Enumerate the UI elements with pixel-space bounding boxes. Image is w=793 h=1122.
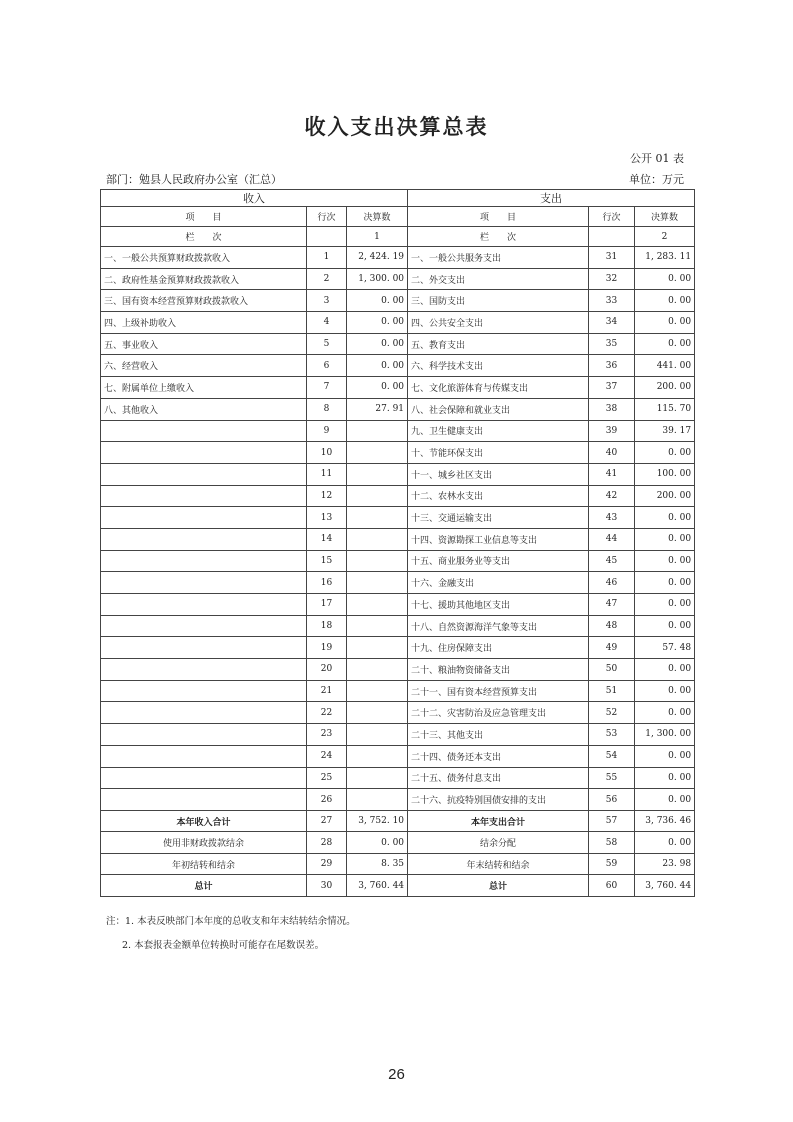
- expense-item-cell: 二十二、灾害防治及应急管理支出: [408, 702, 589, 724]
- income-line-cell: 13: [307, 507, 347, 529]
- table-row: [101, 398, 695, 420]
- table-row: [101, 247, 695, 269]
- income-amount-cell: [347, 572, 408, 594]
- expense-line-cell: 46: [589, 572, 635, 594]
- income-item-cell: 八、其他收入: [101, 398, 307, 420]
- expense-item-cell: 十三、交通运输支出: [408, 507, 589, 529]
- department-label: 部门：勉县人民政府办公室（汇总）: [106, 173, 282, 186]
- expense-lanci-label: 栏 次: [408, 227, 589, 247]
- table-row: [101, 702, 695, 724]
- empty-cell: [307, 227, 347, 247]
- expense-line-cell: 34: [589, 312, 635, 334]
- income-total-amount: 0. 00: [347, 832, 408, 854]
- income-line-cell: 7: [307, 377, 347, 399]
- income-line-header: 行次: [307, 207, 347, 227]
- expense-amount-cell: 0. 00: [635, 333, 695, 355]
- income-line-cell: 1: [307, 247, 347, 269]
- expense-line-cell: 40: [589, 442, 635, 464]
- expense-line-cell: 32: [589, 268, 635, 290]
- expense-item-cell: 一、一般公共服务支出: [408, 247, 589, 269]
- income-item-cell: [101, 420, 307, 442]
- expense-item-cell: 二十六、抗疫特别国债安排的支出: [408, 789, 589, 811]
- income-amount-cell: 2, 424. 19: [347, 247, 408, 269]
- income-item-cell: 二、政府性基金预算财政拨款收入: [101, 268, 307, 290]
- expense-item-cell: 十一、城乡社区支出: [408, 463, 589, 485]
- income-total-amount: 3, 760. 44: [347, 875, 408, 897]
- income-item-cell: [101, 463, 307, 485]
- expense-line-cell: 54: [589, 745, 635, 767]
- expense-amount-cell: 0. 00: [635, 442, 695, 464]
- expense-total-amount: 23. 98: [635, 853, 695, 875]
- income-item-cell: 一、一般公共预算财政拨款收入: [101, 247, 307, 269]
- form-number: 公开 01 表: [630, 152, 684, 165]
- income-amount-cell: [347, 680, 408, 702]
- income-amount-cell: [347, 507, 408, 529]
- expense-line-cell: 42: [589, 485, 635, 507]
- income-item-cell: [101, 637, 307, 659]
- income-line-cell: 26: [307, 789, 347, 811]
- income-total-amount: 3, 752. 10: [347, 810, 408, 832]
- income-amount-cell: [347, 594, 408, 616]
- income-line-cell: 28: [307, 832, 347, 854]
- total-row: [101, 832, 695, 854]
- expense-amount-cell: 0. 00: [635, 659, 695, 681]
- expense-amount-cell: 0. 00: [635, 507, 695, 529]
- expense-line-cell: 51: [589, 680, 635, 702]
- table-row: [101, 420, 695, 442]
- table-row: [101, 615, 695, 637]
- table-row: [101, 355, 695, 377]
- income-amount-cell: [347, 528, 408, 550]
- expense-section-header: 支出: [408, 190, 695, 207]
- income-amount-cell: 0. 00: [347, 312, 408, 334]
- income-section-header: 收入: [101, 190, 408, 207]
- expense-column-index: 2: [635, 227, 695, 247]
- expense-line-cell: 38: [589, 398, 635, 420]
- expense-amount-cell: 0. 00: [635, 268, 695, 290]
- income-item-cell: [101, 507, 307, 529]
- expense-amount-header: 决算数: [635, 207, 695, 227]
- expense-line-cell: 60: [589, 875, 635, 897]
- income-total-label: 使用非财政拨款结余: [101, 832, 307, 854]
- income-amount-cell: [347, 637, 408, 659]
- income-total-amount: 8. 35: [347, 853, 408, 875]
- table-row: [101, 724, 695, 746]
- income-amount-cell: 0. 00: [347, 290, 408, 312]
- expense-line-cell: 35: [589, 333, 635, 355]
- expense-line-cell: 47: [589, 594, 635, 616]
- income-line-cell: 14: [307, 528, 347, 550]
- income-amount-cell: [347, 615, 408, 637]
- expense-item-cell: 十八、自然资源海洋气象等支出: [408, 615, 589, 637]
- expense-amount-cell: 39. 17: [635, 420, 695, 442]
- expense-line-header: 行次: [589, 207, 635, 227]
- expense-amount-cell: 0. 00: [635, 550, 695, 572]
- expense-amount-cell: 441. 00: [635, 355, 695, 377]
- expense-line-cell: 43: [589, 507, 635, 529]
- income-amount-cell: [347, 550, 408, 572]
- income-line-cell: 29: [307, 853, 347, 875]
- income-item-cell: [101, 528, 307, 550]
- total-row: [101, 810, 695, 832]
- income-line-cell: 24: [307, 745, 347, 767]
- income-amount-cell: 1, 300. 00: [347, 268, 408, 290]
- income-line-cell: 16: [307, 572, 347, 594]
- expense-line-cell: 53: [589, 724, 635, 746]
- note-1: 注：1. 本表反映部门本年度的总收支和年末结转结余情况。: [106, 916, 356, 927]
- income-amount-cell: [347, 745, 408, 767]
- expense-item-cell: 十六、金融支出: [408, 572, 589, 594]
- table-row: [101, 268, 695, 290]
- expense-line-cell: 39: [589, 420, 635, 442]
- expense-line-cell: 50: [589, 659, 635, 681]
- table-row: [101, 789, 695, 811]
- table-row: [101, 442, 695, 464]
- income-line-cell: 4: [307, 312, 347, 334]
- column-index-row: [101, 227, 695, 247]
- income-amount-cell: [347, 420, 408, 442]
- income-item-cell: [101, 659, 307, 681]
- income-total-label: 年初结转和结余: [101, 853, 307, 875]
- income-amount-cell: [347, 659, 408, 681]
- notes: [106, 910, 356, 958]
- table-row: [101, 637, 695, 659]
- income-item-cell: 五、事业收入: [101, 333, 307, 355]
- unit-label: 单位：万元: [629, 173, 684, 186]
- expense-line-cell: 57: [589, 810, 635, 832]
- income-item-cell: [101, 767, 307, 789]
- total-row: [101, 853, 695, 875]
- income-line-cell: 12: [307, 485, 347, 507]
- expense-amount-cell: 0. 00: [635, 528, 695, 550]
- page-title: 收入支出决算总表: [304, 114, 489, 139]
- section-header-row: [101, 190, 695, 207]
- expense-item-cell: 十二、农林水支出: [408, 485, 589, 507]
- table-row: [101, 550, 695, 572]
- income-item-cell: [101, 442, 307, 464]
- expense-item-cell: 三、国防支出: [408, 290, 589, 312]
- income-item-cell: 六、经营收入: [101, 355, 307, 377]
- expense-amount-cell: 1, 300. 00: [635, 724, 695, 746]
- income-amount-cell: [347, 702, 408, 724]
- income-amount-cell: [347, 767, 408, 789]
- income-item-cell: [101, 594, 307, 616]
- expense-item-cell: 八、社会保障和就业支出: [408, 398, 589, 420]
- expense-amount-cell: 57. 48: [635, 637, 695, 659]
- table-row: [101, 745, 695, 767]
- income-item-cell: [101, 572, 307, 594]
- income-amount-cell: [347, 463, 408, 485]
- income-expense-table: [100, 189, 695, 897]
- expense-line-cell: 59: [589, 853, 635, 875]
- income-item-cell: [101, 702, 307, 724]
- income-line-cell: 9: [307, 420, 347, 442]
- income-amount-cell: 0. 00: [347, 333, 408, 355]
- table-row: [101, 312, 695, 334]
- note-2: 2. 本套报表金额单位转换时可能存在尾数误差。: [122, 940, 325, 951]
- expense-amount-cell: 1, 283. 11: [635, 247, 695, 269]
- expense-item-cell: 十七、援助其他地区支出: [408, 594, 589, 616]
- income-amount-header: 决算数: [347, 207, 408, 227]
- expense-line-cell: 36: [589, 355, 635, 377]
- income-amount-cell: [347, 485, 408, 507]
- income-item-cell: [101, 789, 307, 811]
- table-row: [101, 290, 695, 312]
- expense-item-cell: 七、文化旅游体育与传媒支出: [408, 377, 589, 399]
- expense-item-cell: 四、公共安全支出: [408, 312, 589, 334]
- income-line-cell: 5: [307, 333, 347, 355]
- expense-total-label: 总计: [408, 875, 589, 897]
- expense-item-cell: 十、节能环保支出: [408, 442, 589, 464]
- income-amount-cell: 0. 00: [347, 377, 408, 399]
- column-header-row: [101, 207, 695, 227]
- income-item-cell: 七、附属单位上缴收入: [101, 377, 307, 399]
- expense-line-cell: 56: [589, 789, 635, 811]
- expense-total-amount: 3, 736. 46: [635, 810, 695, 832]
- income-line-cell: 6: [307, 355, 347, 377]
- expense-total-label: 结余分配: [408, 832, 589, 854]
- expense-item-cell: 二、外交支出: [408, 268, 589, 290]
- expense-amount-cell: 100. 00: [635, 463, 695, 485]
- income-amount-cell: 0. 00: [347, 355, 408, 377]
- expense-line-cell: 44: [589, 528, 635, 550]
- expense-item-cell: 六、科学技术支出: [408, 355, 589, 377]
- income-item-cell: 四、上级补助收入: [101, 312, 307, 334]
- expense-item-cell: 二十一、国有资本经营预算支出: [408, 680, 589, 702]
- expense-item-cell: 二十三、其他支出: [408, 724, 589, 746]
- income-line-cell: 30: [307, 875, 347, 897]
- table-row: [101, 333, 695, 355]
- expense-amount-cell: 0. 00: [635, 312, 695, 334]
- table-row: [101, 680, 695, 702]
- income-line-cell: 10: [307, 442, 347, 464]
- income-total-label: 本年收入合计: [101, 810, 307, 832]
- income-lanci-label: 栏 次: [101, 227, 307, 247]
- expense-item-cell: 九、卫生健康支出: [408, 420, 589, 442]
- expense-amount-cell: 0. 00: [635, 572, 695, 594]
- table-row: [101, 572, 695, 594]
- table-row: [101, 463, 695, 485]
- expense-total-label: 本年支出合计: [408, 810, 589, 832]
- income-item-cell: [101, 745, 307, 767]
- expense-line-cell: 55: [589, 767, 635, 789]
- income-amount-cell: [347, 442, 408, 464]
- income-item-header: 项 目: [101, 207, 307, 227]
- expense-total-amount: 0. 00: [635, 832, 695, 854]
- table-row: [101, 485, 695, 507]
- table-row: [101, 659, 695, 681]
- expense-amount-cell: 200. 00: [635, 485, 695, 507]
- expense-item-header: 项 目: [408, 207, 589, 227]
- income-amount-cell: [347, 724, 408, 746]
- expense-item-cell: 五、教育支出: [408, 333, 589, 355]
- expense-item-cell: 二十四、债务还本支出: [408, 745, 589, 767]
- expense-total-label: 年末结转和结余: [408, 853, 589, 875]
- expense-line-cell: 33: [589, 290, 635, 312]
- expense-item-cell: 二十五、债务付息支出: [408, 767, 589, 789]
- income-item-cell: [101, 615, 307, 637]
- expense-amount-cell: 0. 00: [635, 680, 695, 702]
- expense-amount-cell: 0. 00: [635, 702, 695, 724]
- expense-amount-cell: 0. 00: [635, 290, 695, 312]
- income-line-cell: 27: [307, 810, 347, 832]
- income-line-cell: 20: [307, 659, 347, 681]
- income-line-cell: 17: [307, 594, 347, 616]
- income-column-index: 1: [347, 227, 408, 247]
- income-line-cell: 21: [307, 680, 347, 702]
- income-line-cell: 11: [307, 463, 347, 485]
- income-item-cell: [101, 724, 307, 746]
- expense-amount-cell: 0. 00: [635, 767, 695, 789]
- table-row: [101, 377, 695, 399]
- expense-line-cell: 49: [589, 637, 635, 659]
- income-line-cell: 2: [307, 268, 347, 290]
- income-item-cell: [101, 485, 307, 507]
- empty-cell: [589, 227, 635, 247]
- expense-amount-cell: 0. 00: [635, 745, 695, 767]
- table-row: [101, 507, 695, 529]
- income-item-cell: 三、国有资本经营预算财政拨款收入: [101, 290, 307, 312]
- income-line-cell: 22: [307, 702, 347, 724]
- income-line-cell: 25: [307, 767, 347, 789]
- page-number: 26: [388, 1066, 405, 1083]
- expense-amount-cell: 0. 00: [635, 615, 695, 637]
- expense-item-cell: 十九、住房保障支出: [408, 637, 589, 659]
- income-line-cell: 8: [307, 398, 347, 420]
- table-row: [101, 594, 695, 616]
- table-row: [101, 528, 695, 550]
- income-total-label: 总计: [101, 875, 307, 897]
- expense-total-amount: 3, 760. 44: [635, 875, 695, 897]
- income-line-cell: 23: [307, 724, 347, 746]
- expense-line-cell: 48: [589, 615, 635, 637]
- expense-item-cell: 十五、商业服务业等支出: [408, 550, 589, 572]
- expense-amount-cell: 0. 00: [635, 789, 695, 811]
- expense-line-cell: 52: [589, 702, 635, 724]
- income-line-cell: 15: [307, 550, 347, 572]
- income-amount-cell: [347, 789, 408, 811]
- table-row: [101, 767, 695, 789]
- expense-line-cell: 41: [589, 463, 635, 485]
- expense-line-cell: 31: [589, 247, 635, 269]
- income-line-cell: 19: [307, 637, 347, 659]
- expense-line-cell: 45: [589, 550, 635, 572]
- expense-item-cell: 十四、资源勘探工业信息等支出: [408, 528, 589, 550]
- expense-amount-cell: 0. 00: [635, 594, 695, 616]
- expense-amount-cell: 200. 00: [635, 377, 695, 399]
- income-item-cell: [101, 680, 307, 702]
- income-line-cell: 18: [307, 615, 347, 637]
- total-row: [101, 875, 695, 897]
- expense-line-cell: 58: [589, 832, 635, 854]
- expense-item-cell: 二十、粮油物资储备支出: [408, 659, 589, 681]
- expense-amount-cell: 115. 70: [635, 398, 695, 420]
- income-line-cell: 3: [307, 290, 347, 312]
- income-amount-cell: 27. 91: [347, 398, 408, 420]
- expense-line-cell: 37: [589, 377, 635, 399]
- income-item-cell: [101, 550, 307, 572]
